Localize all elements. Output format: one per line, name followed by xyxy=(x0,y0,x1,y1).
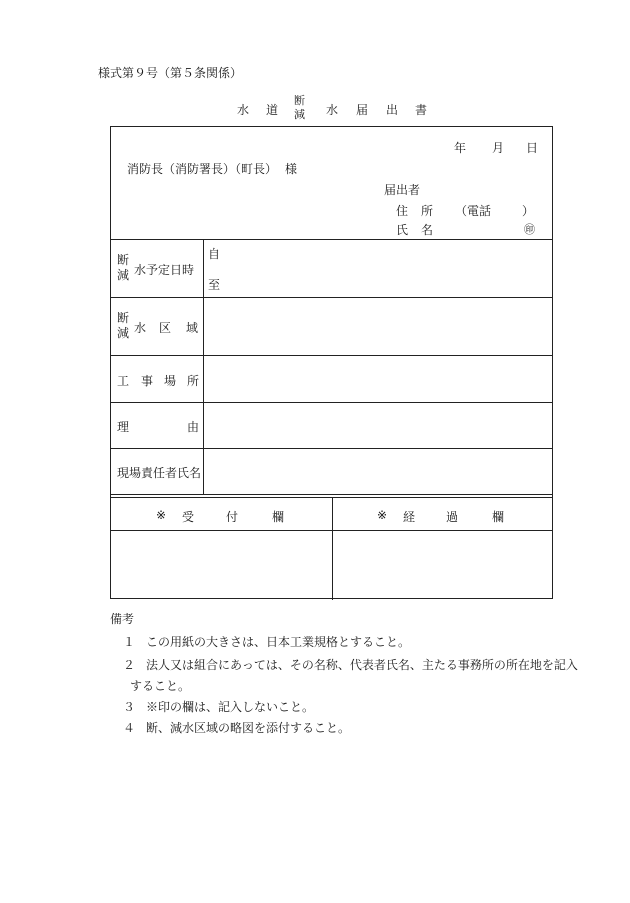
seal-icon: ㊞ xyxy=(524,223,535,236)
site-label: 所 xyxy=(187,374,200,388)
note-text: ※印の欄は、記入しないこと。 xyxy=(146,700,315,714)
address-label: 住 xyxy=(396,204,409,218)
progress-header: 欄 xyxy=(492,510,505,524)
progress-header: 過 xyxy=(446,510,459,524)
date-year: 年 xyxy=(454,141,467,155)
title-char: 水 xyxy=(237,103,250,117)
row-divider xyxy=(111,239,552,240)
note-text: この用紙の大きさは、日本工業規格とすること。 xyxy=(146,635,411,649)
name-label: 名 xyxy=(421,223,434,237)
title-char: 届 xyxy=(356,103,369,117)
site-label: 場 xyxy=(164,374,177,388)
site-label: 工 xyxy=(117,374,130,388)
progress-header: ※ xyxy=(377,508,388,522)
stack-bottom: 減 xyxy=(117,268,130,282)
address-label: 所 xyxy=(421,204,434,218)
reason-label: 由 xyxy=(187,420,200,434)
title-char: 書 xyxy=(415,103,428,117)
title-stack-bottom: 減 xyxy=(294,108,305,121)
stack-top: 断 xyxy=(117,311,130,325)
notes-section xyxy=(110,610,134,627)
note-text-continued: すること。 xyxy=(130,679,191,693)
area-label: 域 xyxy=(186,321,199,335)
column-divider xyxy=(332,497,333,600)
honorific: 様 xyxy=(285,162,298,176)
area-stack xyxy=(117,311,129,341)
title-stack-top: 断 xyxy=(294,94,305,107)
stack-bottom: 減 xyxy=(117,326,130,340)
title-char: 水 xyxy=(326,103,339,117)
manager-label: 現場責任者氏名 xyxy=(117,466,202,480)
phone-label: （電話 xyxy=(455,204,492,218)
reception-header: 欄 xyxy=(272,510,285,524)
note-number: １ xyxy=(123,635,136,649)
column-divider xyxy=(203,239,204,494)
reason-label: 理 xyxy=(117,420,130,434)
stack-top: 断 xyxy=(117,253,130,267)
title-char: 出 xyxy=(386,103,399,117)
note-number: ４ xyxy=(123,721,136,735)
document-title xyxy=(0,94,630,124)
schedule-to: 至 xyxy=(208,278,221,292)
date-day: 日 xyxy=(526,141,539,155)
site-label: 事 xyxy=(141,374,154,388)
row-divider xyxy=(111,494,552,495)
area-label: 区 xyxy=(159,321,172,335)
row-divider xyxy=(111,402,552,403)
note-number: ２ xyxy=(123,658,136,672)
addressee: 消防長（消防署長）（町長） xyxy=(127,162,278,176)
phone-close: ） xyxy=(522,204,535,218)
name-label: 氏 xyxy=(396,223,409,237)
schedule-label: 水予定日時 xyxy=(134,263,195,277)
note-text: 法人又は組合にあっては、その名称、代表者氏名、主たる事務所の所在地を記入 xyxy=(146,658,578,672)
note-number: ３ xyxy=(123,700,136,714)
form-table xyxy=(110,126,553,599)
schedule-stack xyxy=(117,253,129,283)
reception-header: 付 xyxy=(226,510,239,524)
row-divider xyxy=(111,355,552,356)
title-stack xyxy=(294,94,305,122)
note-text: 断、減水区域の略図を添付すること。 xyxy=(146,721,351,735)
progress-header: 経 xyxy=(403,510,416,524)
row-divider xyxy=(111,297,552,298)
reception-header: ※ xyxy=(156,508,167,522)
area-label: 水 xyxy=(134,321,147,335)
schedule-from: 自 xyxy=(208,247,221,261)
date-month: 月 xyxy=(492,141,505,155)
form-number: 様式第９号（第５条関係） xyxy=(98,66,243,80)
title-char: 道 xyxy=(266,103,279,117)
submitter-label: 届出者 xyxy=(384,183,421,197)
notes-heading: 備考 xyxy=(110,612,135,626)
reception-header: 受 xyxy=(182,510,195,524)
row-divider xyxy=(111,448,552,449)
